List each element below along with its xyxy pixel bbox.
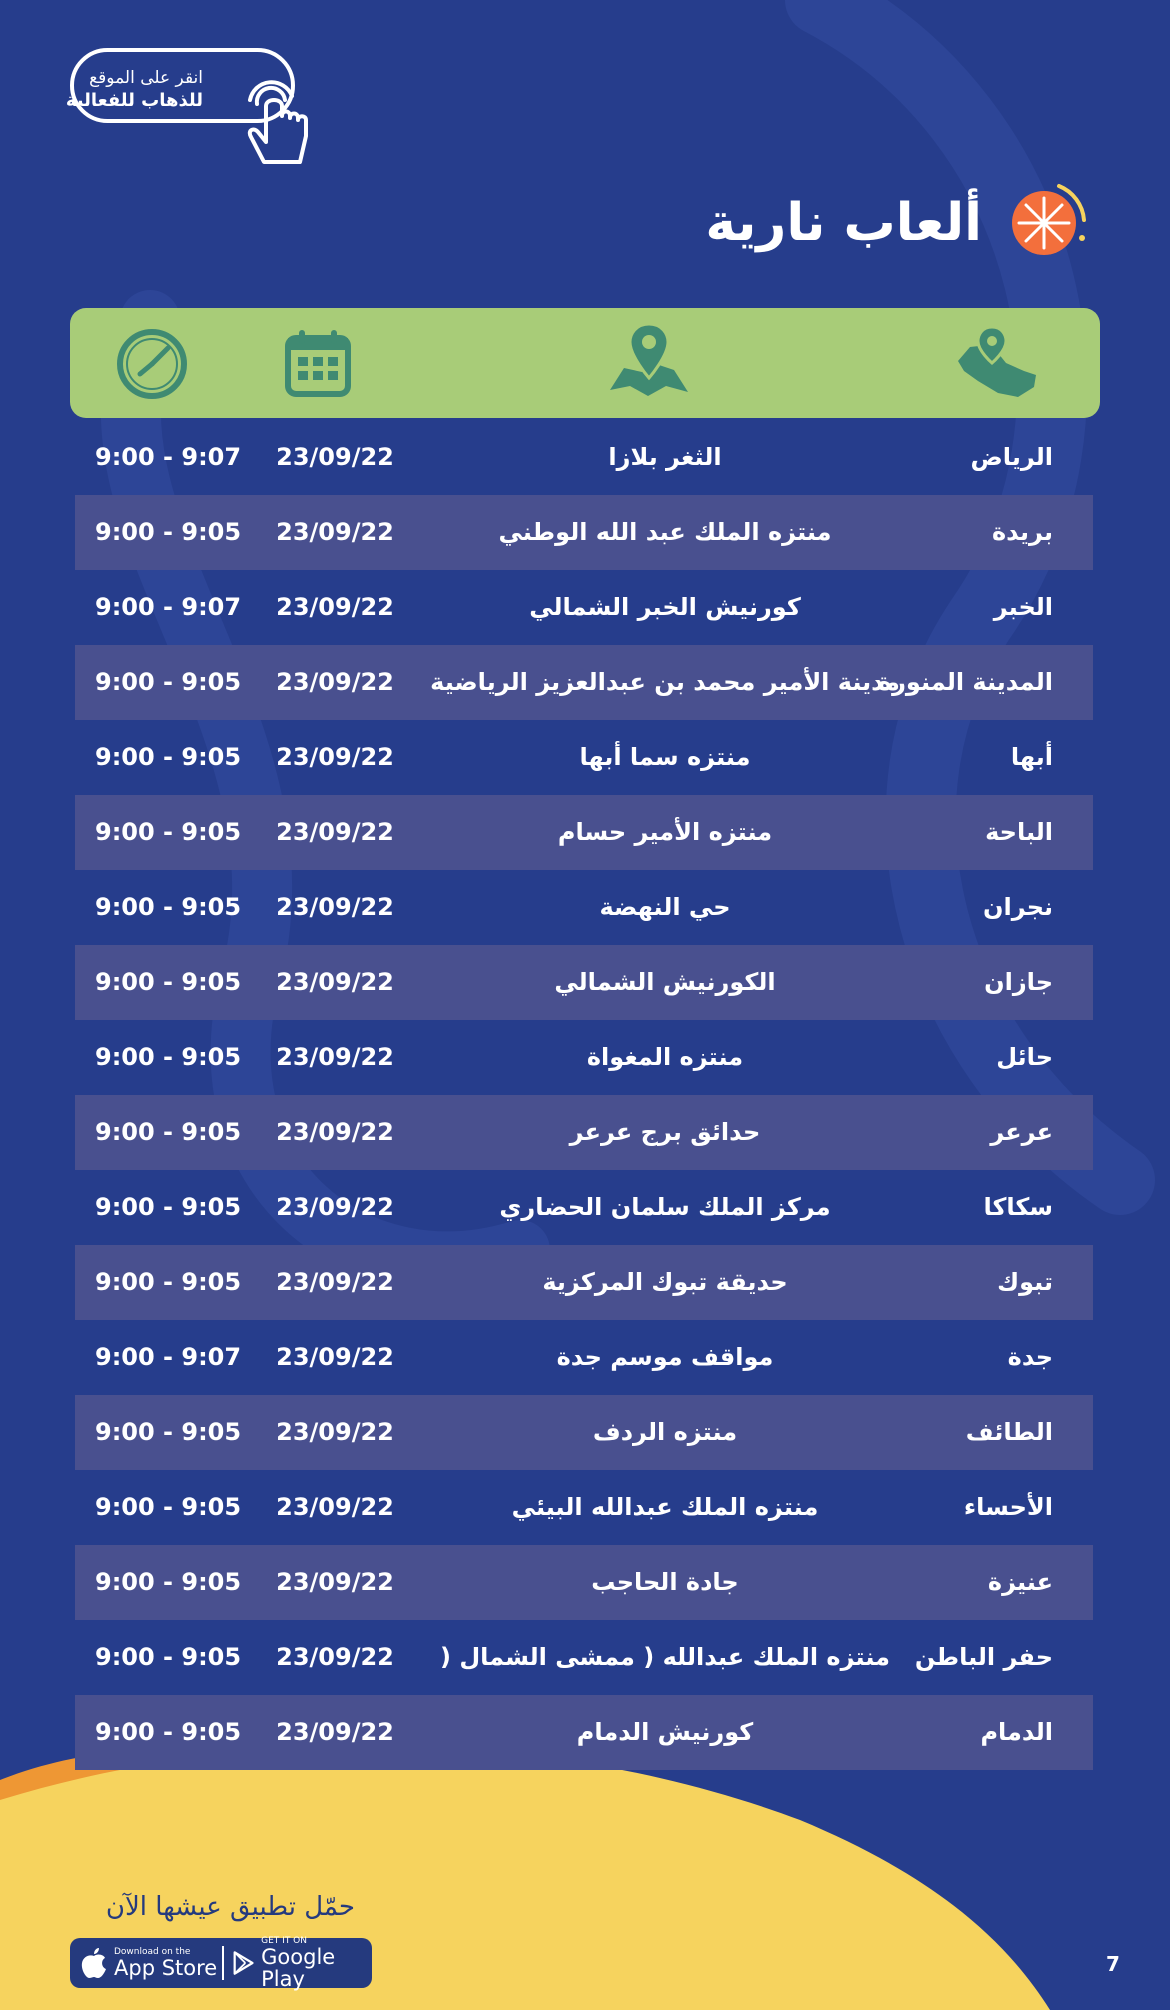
- table-row[interactable]: [75, 1695, 1093, 1770]
- city-cell: أبها: [1010, 743, 1053, 771]
- city-cell: نجران: [983, 893, 1053, 921]
- venue-cell: الكورنيش الشمالي: [554, 968, 776, 996]
- date-cell: 23/09/22: [276, 443, 394, 471]
- city-cell: الدمام: [980, 1718, 1053, 1746]
- venue-cell: منتزه الملك عبدالله ( ممشى الشمال (: [440, 1643, 890, 1671]
- apple-icon: [80, 1947, 108, 1979]
- store-badges: [70, 1936, 372, 1991]
- date-cell: 23/09/22: [276, 1493, 394, 1521]
- time-cell: 9:00 - 9:05: [95, 518, 242, 546]
- time-cell: 9:00 - 9:05: [95, 1493, 242, 1521]
- city-cell: الباحة: [985, 818, 1053, 846]
- date-cell: 23/09/22: [276, 1343, 394, 1371]
- table-row[interactable]: [75, 1545, 1093, 1620]
- date-cell: 23/09/22: [276, 1418, 394, 1446]
- table-row[interactable]: [75, 1320, 1093, 1395]
- city-cell: المدينة المنورة: [877, 668, 1053, 696]
- googleplay-big-text: Google Play: [261, 1945, 336, 1991]
- hand-tap-icon: [230, 70, 320, 170]
- time-cell: 9:00 - 9:05: [95, 1118, 242, 1146]
- googleplay-small-text: GET IT ON: [261, 1936, 307, 1946]
- badge-divider: [222, 1946, 224, 1980]
- time-cell: 9:00 - 9:05: [95, 1418, 242, 1446]
- date-cell: 23/09/22: [276, 968, 394, 996]
- table-row[interactable]: [75, 1095, 1093, 1170]
- city-cell: الأحساء: [963, 1493, 1053, 1521]
- date-cell: 23/09/22: [276, 593, 394, 621]
- date-cell: 23/09/22: [276, 1268, 394, 1296]
- date-cell: 23/09/22: [276, 518, 394, 546]
- events-table: [75, 420, 1093, 1770]
- date-cell: 23/09/22: [276, 668, 394, 696]
- city-cell: بريدة: [992, 518, 1053, 546]
- venue-cell: مواقف موسم جدة: [556, 1343, 774, 1371]
- venue-cell: منتزه الملك عبد الله الوطني: [498, 518, 832, 546]
- table-row[interactable]: [75, 1020, 1093, 1095]
- venue-cell: حديقة تبوك المركزية: [542, 1268, 788, 1296]
- time-cell: 9:00 - 9:05: [95, 1268, 242, 1296]
- venue-cell: كورنيش الخبر الشمالي: [529, 593, 801, 621]
- date-cell: 23/09/22: [276, 818, 394, 846]
- date-cell: 23/09/22: [276, 1193, 394, 1221]
- city-cell: الطائف: [965, 1418, 1053, 1446]
- time-cell: 9:00 - 9:07: [95, 443, 242, 471]
- table-row[interactable]: [75, 1470, 1093, 1545]
- clock-icon: [116, 328, 188, 400]
- venue-cell: حدائق برج عرعر: [569, 1118, 761, 1146]
- page-title: ألعاب نارية: [705, 193, 982, 253]
- table-row[interactable]: [75, 945, 1093, 1020]
- time-cell: 9:00 - 9:05: [95, 1568, 242, 1596]
- date-cell: 23/09/22: [276, 893, 394, 921]
- tap-instruction-line1: انقر على الموقع: [89, 68, 203, 88]
- appstore-small-text: Download on the: [114, 1947, 191, 1957]
- saudi-map-pin-icon: [948, 323, 1048, 403]
- date-cell: 23/09/22: [276, 743, 394, 771]
- time-cell: 9:00 - 9:05: [95, 893, 242, 921]
- table-row[interactable]: [75, 645, 1093, 720]
- table-row[interactable]: [75, 870, 1093, 945]
- city-cell: تبوك: [997, 1268, 1053, 1296]
- time-cell: 9:00 - 9:05: [95, 743, 242, 771]
- time-cell: 9:00 - 9:05: [95, 1193, 242, 1221]
- time-cell: 9:00 - 9:05: [95, 818, 242, 846]
- date-cell: 23/09/22: [276, 1643, 394, 1671]
- table-row[interactable]: [75, 570, 1093, 645]
- google-play-icon: [232, 1949, 255, 1977]
- venue-cell: منتزه الأمير حسام: [557, 818, 773, 846]
- time-cell: 9:00 - 9:05: [95, 1043, 242, 1071]
- venue-cell: مدينة الأمير محمد بن عبدالعزيز الرياضية: [430, 668, 900, 696]
- time-cell: 9:00 - 9:07: [95, 1343, 242, 1371]
- time-cell: 9:00 - 9:05: [95, 1643, 242, 1671]
- time-cell: 9:00 - 9:07: [95, 593, 242, 621]
- venue-cell: حي النهضة: [599, 893, 731, 921]
- venue-cell: منتزه المغواة: [586, 1043, 744, 1071]
- tap-instruction-line2: للذهاب للفعالية: [65, 90, 203, 111]
- venue-cell: جادة الحاجب: [591, 1568, 739, 1596]
- venue-cell: الثغر بلازا: [608, 443, 722, 471]
- city-cell: حائل: [996, 1043, 1053, 1071]
- venue-cell: كورنيش الدمام: [576, 1718, 754, 1746]
- date-cell: 23/09/22: [276, 1118, 394, 1146]
- time-cell: 9:00 - 9:05: [95, 968, 242, 996]
- page-number: 7: [1106, 1952, 1120, 1976]
- calendar-icon: [285, 328, 351, 398]
- table-row[interactable]: [75, 1170, 1093, 1245]
- table-row[interactable]: [75, 1620, 1093, 1695]
- venue-cell: مركز الملك سلمان الحضاري: [499, 1193, 831, 1221]
- table-row[interactable]: [75, 720, 1093, 795]
- title-row: [705, 180, 1090, 266]
- city-cell: عرعر: [990, 1118, 1053, 1146]
- venue-cell: منتزه سما أبها: [579, 743, 751, 771]
- time-cell: 9:00 - 9:05: [95, 1718, 242, 1746]
- city-cell: جازان: [984, 968, 1053, 996]
- city-cell: سكاكا: [983, 1193, 1053, 1221]
- table-row[interactable]: [75, 1395, 1093, 1470]
- city-cell: عنيزة: [987, 1568, 1053, 1596]
- table-header-bar: [70, 308, 1100, 418]
- firework-icon: [1004, 180, 1090, 266]
- table-row[interactable]: [75, 1245, 1093, 1320]
- city-cell: حفر الباطن: [914, 1643, 1053, 1671]
- app-store-button[interactable]: [80, 1938, 217, 1988]
- google-play-button[interactable]: [232, 1936, 372, 1991]
- date-cell: 23/09/22: [276, 1718, 394, 1746]
- table-row[interactable]: [75, 495, 1093, 570]
- city-cell: الخبر: [993, 593, 1053, 621]
- venue-cell: منتزه الردف: [592, 1418, 738, 1446]
- location-pin-icon: [604, 320, 694, 406]
- date-cell: 23/09/22: [276, 1568, 394, 1596]
- appstore-big-text: App Store: [114, 1956, 218, 1980]
- table-row[interactable]: [75, 795, 1093, 870]
- city-cell: جدة: [1007, 1343, 1053, 1371]
- table-row[interactable]: [75, 420, 1093, 495]
- download-app-title: حمّل تطبيق عيشها الآن: [105, 1892, 355, 1922]
- time-cell: 9:00 - 9:05: [95, 668, 242, 696]
- city-cell: الرياض: [970, 443, 1053, 471]
- venue-cell: منتزه الملك عبدالله البيئي: [511, 1493, 819, 1521]
- date-cell: 23/09/22: [276, 1043, 394, 1071]
